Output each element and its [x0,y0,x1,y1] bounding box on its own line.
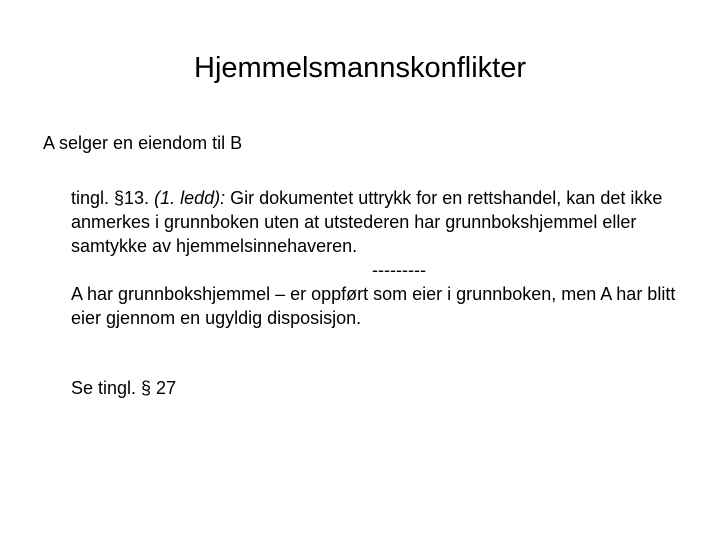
slide-title: Hjemmelsmannskonflikter [194,52,526,84]
law-subsection: (1. ledd): [154,188,226,208]
intro-text: A selger en eiendom til B [43,133,243,153]
law-reference: tingl. §13. [71,188,150,208]
rule-block [71,186,691,330]
separator-dashes: --------- [372,260,426,280]
rule-text: Gir dokumentet uttrykk for en rettshandel, kan det ikke anmerkes i grunnboken uten at utstederen har grunnbokshjemmel eller samtykke av hjemmelsinnehaveren. [71,188,663,256]
case-paragraph: A har grunnbokshjemmel – er oppført som eier i grunnboken, men A har blitt eier gjennom en ugyldig disposisjon. [71,284,676,328]
rule-paragraph [71,186,691,258]
see-also-reference: Se tingl. § 27 [71,378,177,398]
